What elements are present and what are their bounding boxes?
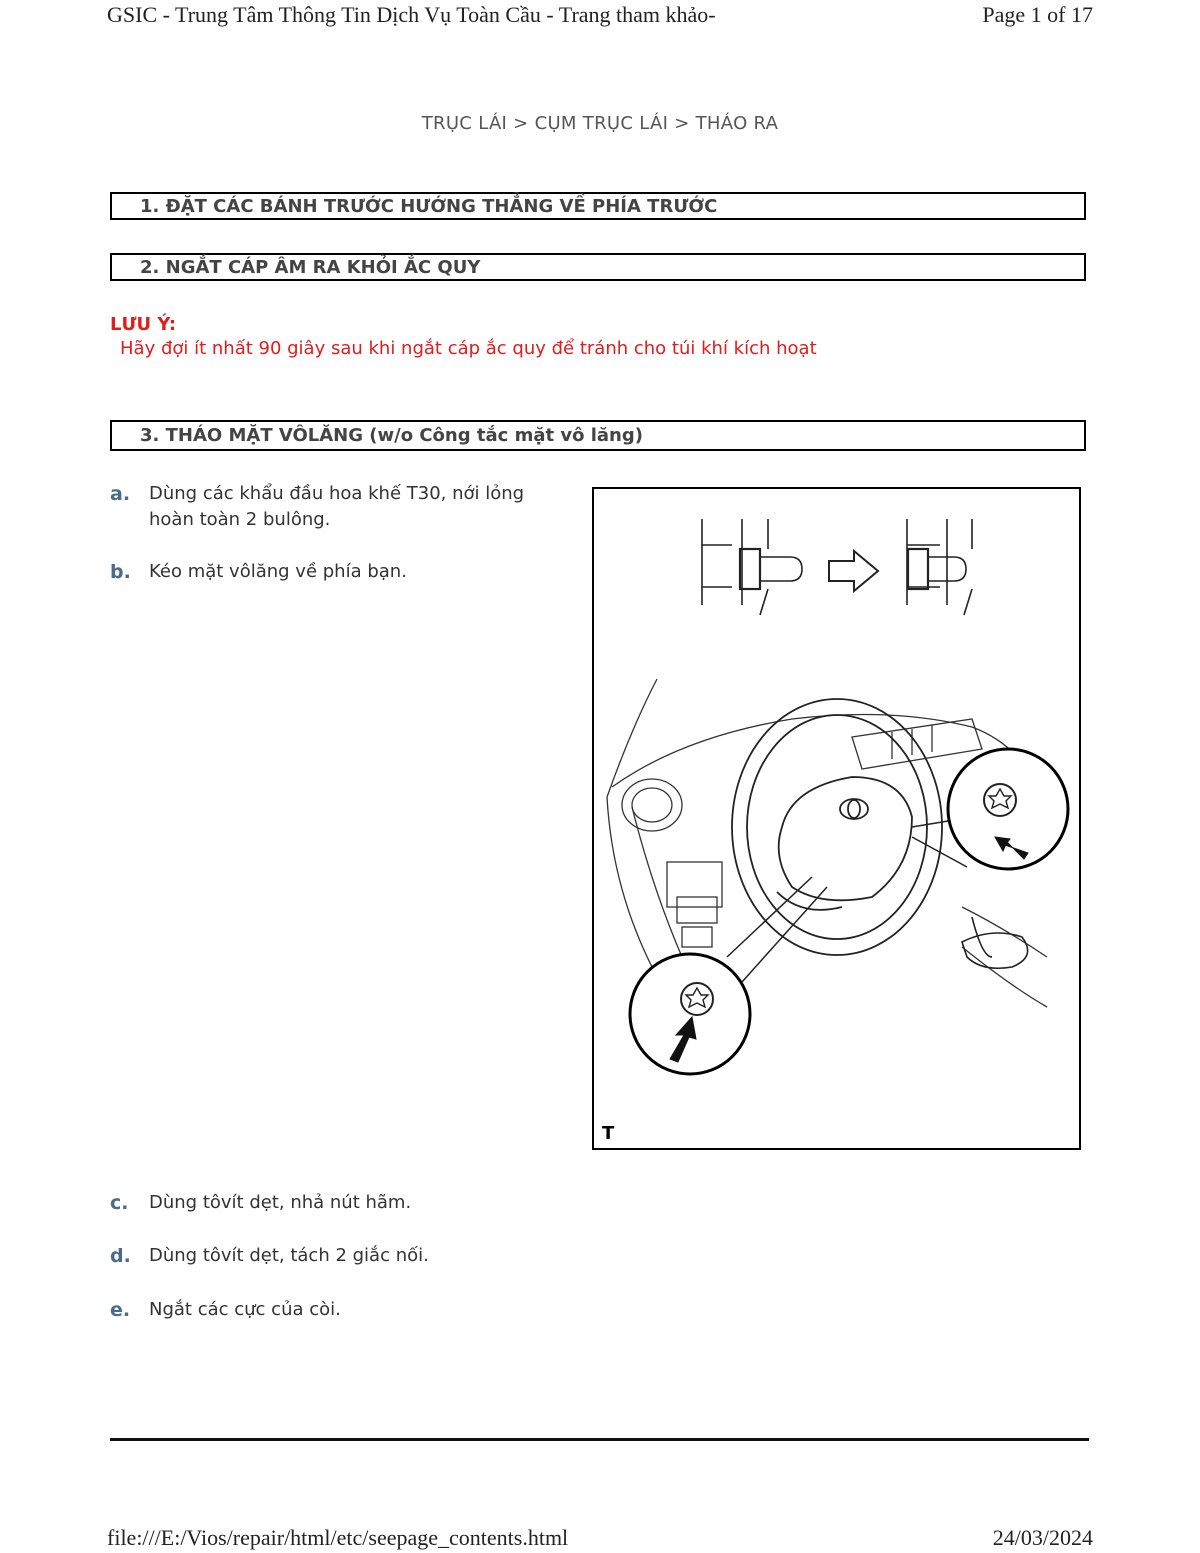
step-3-heading: 3. THÁO MẶT VÔLĂNG (w/o Công tắc mặt vô lăng) [110, 420, 1086, 451]
substep-text: Dùng các khẩu đầu hoa khế T30, nới lỏng hoàn toàn 2 bulông. [149, 483, 525, 530]
substep-letter: d. [110, 1245, 131, 1267]
note-text: Hãy đợi ít nhất 90 giây sau khi ngắt cáp ắc quy để tránh cho túi khí kích hoạt [120, 338, 817, 359]
footer-date: 24/03/2024 [992, 1525, 1093, 1550]
substep-c [110, 1190, 1010, 1216]
substep-d [110, 1243, 1010, 1269]
substep-text: Kéo mặt vôlăng về phía bạn. [149, 561, 407, 582]
page-header-title: GSIC - Trung Tâm Thông Tin Dịch Vụ Toàn Cầu - Trang tham khảo- [107, 2, 716, 27]
footer-file-path: file:///E:/Vios/repair/html/etc/seepage_contents.html [107, 1525, 569, 1550]
step-1-heading: 1. ĐẶT CÁC BÁNH TRƯỚC HƯỚNG THẲNG VỀ PHÍA TRƯỚC [110, 192, 1086, 220]
substep-text: Ngắt các cực của còi. [149, 1299, 341, 1320]
steering-wheel-pad-removal-illustration [592, 487, 1081, 1150]
breadcrumb: TRỤC LÁI > CỤM TRỤC LÁI > THÁO RA [421, 113, 779, 134]
figure-label: T [602, 1123, 615, 1144]
substep-letter: c. [110, 1192, 129, 1214]
substep-text: Dùng tôvít dẹt, nhả nút hãm. [149, 1192, 412, 1213]
substep-text: Dùng tôvít dẹt, tách 2 giắc nối. [149, 1245, 429, 1266]
step-2-heading: 2. NGẮT CÁP ÂM RA KHỎI ẮC QUY [110, 253, 1086, 281]
substep-letter: a. [110, 483, 131, 505]
page-number: Page 1 of 17 [982, 2, 1093, 27]
substep-e [110, 1297, 1010, 1323]
note-title: LƯU Ý: [110, 314, 177, 335]
substep-a [110, 481, 570, 533]
substep-b [110, 559, 570, 585]
substep-letter: b. [110, 561, 131, 583]
footer-divider [110, 1438, 1089, 1441]
substep-letter: e. [110, 1299, 131, 1321]
